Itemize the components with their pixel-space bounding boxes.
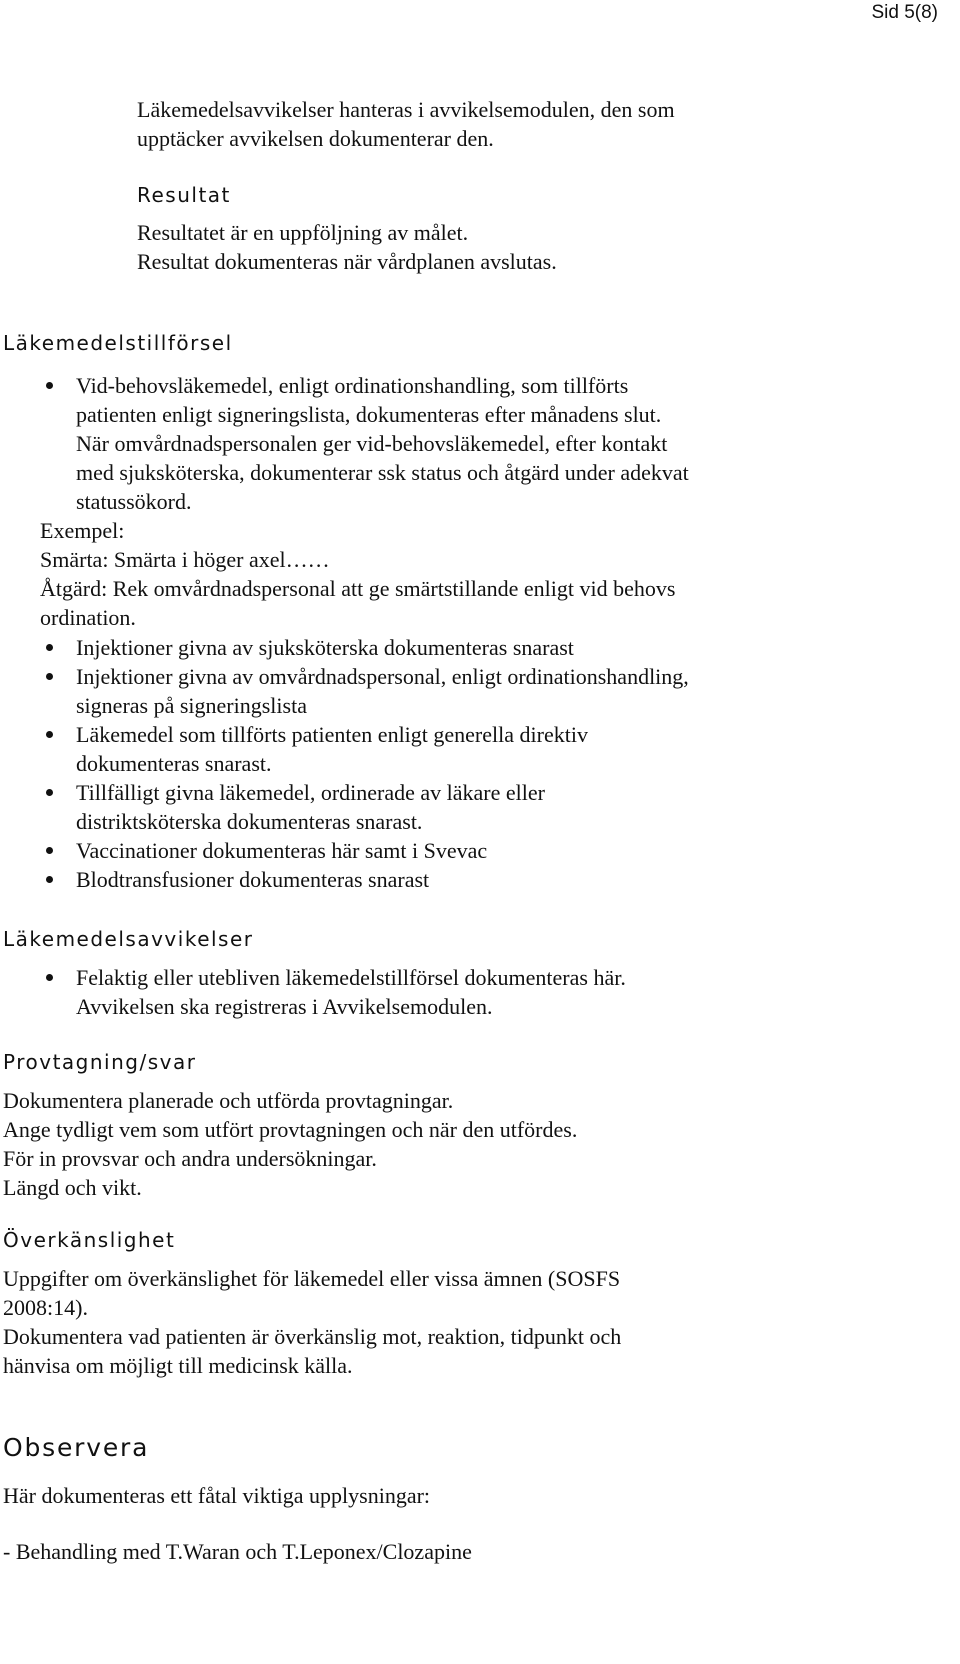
list-item <box>38 720 689 778</box>
text-line: Injektioner givna av omvårdnadspersonal, enligt ordinationshandling, <box>76 664 689 689</box>
lakemedelsavvikelser-heading: Läkemedelsavvikelser <box>3 927 254 951</box>
text-line: signeras på signeringslista <box>76 693 307 718</box>
text-line: Läkemedel som tillförts patienten enligt generella direktiv <box>76 722 588 747</box>
text-line: Dokumentera planerade och utförda provtagningar. <box>3 1088 454 1113</box>
text-line: Längd och vikt. <box>3 1175 142 1200</box>
text-line: distriktsköterska dokumenteras snarast. <box>76 809 423 834</box>
list-item <box>38 836 689 865</box>
text-line: För in provsvar och andra undersökningar. <box>3 1146 377 1171</box>
page-number: Sid 5(8) <box>871 2 938 23</box>
text-line: patienten enligt signeringslista, dokumenteras efter månadens slut. <box>76 402 662 427</box>
text-line: Ange tydligt vem som utfört provtagningen och när den utfördes. <box>3 1117 578 1142</box>
text-line: ordination. <box>40 605 136 630</box>
observera-intro: Här dokumenteras ett fåtal viktiga upplysningar: <box>3 1483 431 1508</box>
text-line: statussökord. <box>76 489 192 514</box>
list-item <box>38 865 689 894</box>
bullet-icon <box>46 731 53 738</box>
bullet-icon <box>46 847 53 854</box>
list-item <box>38 778 689 836</box>
example-block <box>40 516 675 632</box>
avvikelser-list <box>38 963 626 1021</box>
bullet-icon <box>46 382 53 389</box>
text-line: Exempel: <box>40 518 125 543</box>
bullet-icon <box>46 673 53 680</box>
text-line: Vid-behovsläkemedel, enligt ordinationshandling, som tillförts <box>76 373 629 398</box>
text-line: Felaktig eller utebliven läkemedelstillförsel dokumenteras här. <box>76 965 626 990</box>
text-line: Uppgifter om överkänslighet för läkemedel eller vissa ämnen (SOSFS <box>3 1266 621 1291</box>
list-item <box>38 963 626 1021</box>
text-line: Läkemedelsavvikelser hanteras i avvikelsemodulen, den som <box>137 97 675 122</box>
observera-heading: Observera <box>3 1433 150 1462</box>
text-line: Åtgärd: Rek omvårdnadspersonal att ge smärtstillande enligt vid behovs <box>40 576 676 601</box>
text-line: Blodtransfusioner dokumenteras snarast <box>76 867 430 892</box>
provtagning-paragraph <box>3 1086 577 1202</box>
intro-paragraph <box>137 95 675 153</box>
provtagning-heading: Provtagning/svar <box>3 1050 197 1074</box>
list-item <box>38 633 689 662</box>
lakemedelstillforsel-heading: Läkemedelstillförsel <box>3 331 233 355</box>
observera-item: - Behandling med T.Waran och T.Leponex/Clozapine <box>3 1539 472 1564</box>
text-line: Resultatet är en uppföljning av målet. <box>137 220 469 245</box>
list-item <box>38 662 689 720</box>
bullet-icon <box>46 644 53 651</box>
text-line: Vaccinationer dokumenteras här samt i Svevac <box>76 838 488 863</box>
resultat-heading: Resultat <box>137 183 231 207</box>
text-line: Avvikelsen ska registreras i Avvikelsemodulen. <box>76 994 493 1019</box>
tillforsel-list <box>38 633 689 894</box>
text-line: dokumenteras snarast. <box>76 751 272 776</box>
text-line: Resultat dokumenteras när vårdplanen avslutas. <box>137 249 557 274</box>
bullet-icon <box>46 789 53 796</box>
text-line: Tillfälligt givna läkemedel, ordinerade av läkare eller <box>76 780 545 805</box>
tillforsel-first-list <box>38 371 689 516</box>
bullet-icon <box>46 876 53 883</box>
resultat-paragraph <box>137 218 557 276</box>
text-line: med sjuksköterska, dokumenterar ssk status och åtgärd under adekvat <box>76 460 689 485</box>
bullet-icon <box>46 974 53 981</box>
text-line: 2008:14). <box>3 1295 88 1320</box>
overkanslighet-heading: Överkänslighet <box>3 1228 176 1252</box>
overkanslighet-paragraph <box>3 1264 621 1380</box>
list-item <box>38 371 689 516</box>
text-line: upptäcker avvikelsen dokumenterar den. <box>137 126 494 151</box>
text-line: Dokumentera vad patienten är överkänslig mot, reaktion, tidpunkt och <box>3 1324 622 1349</box>
text-line: hänvisa om möjligt till medicinsk källa. <box>3 1353 353 1378</box>
text-line: Smärta: Smärta i höger axel…… <box>40 547 330 572</box>
text-line: Injektioner givna av sjuksköterska dokumenteras snarast <box>76 635 574 660</box>
text-line: När omvårdnadspersonalen ger vid-behovsläkemedel, efter kontakt <box>76 431 668 456</box>
